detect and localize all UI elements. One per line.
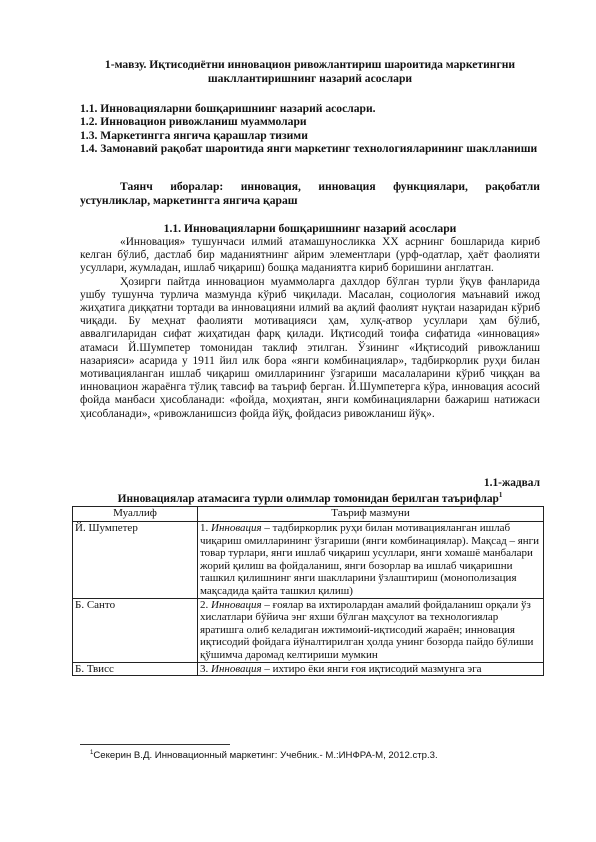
table-row [73, 662, 544, 676]
definition-cell [198, 662, 544, 676]
term: Инновация [211, 522, 262, 534]
footnote-divider [80, 744, 230, 745]
section-title: 1.1. Инновацияларни бошқаришнинг назарий асослари [163, 222, 457, 235]
toc-item: 1.3. Маркетингга янгича қарашлар тизими [80, 128, 308, 142]
footnote-marker: 1 [90, 750, 94, 756]
body-text [80, 236, 540, 421]
table-title [80, 491, 540, 505]
author-cell: Б. Твисс [73, 662, 198, 676]
term: Инновация [211, 598, 262, 611]
term: Инновация [211, 662, 262, 675]
toc-item: 1.1. Инновацияларни бошқаришнинг назарий асослари. [80, 102, 376, 115]
footnote [90, 750, 438, 761]
definition-text: – ихтиро ёки янги ғоя иқтисодий мазмунга эга [261, 662, 482, 675]
table-row [73, 598, 544, 662]
key-phrases: Таянч иборалар: инновация, инновация функциялари, рақобатли устунликлар, маркетингга янгича қараш [80, 180, 540, 207]
table-header-row [73, 507, 544, 522]
header-definition: Таъриф мазмуни [198, 507, 544, 522]
row-number: 3. [200, 662, 209, 675]
author-cell: Й. Шумпетер [73, 522, 198, 599]
table-row [73, 522, 544, 599]
author-cell: Б. Санто [73, 598, 198, 662]
table-of-contents [80, 102, 540, 156]
footnote-text: Секерин В.Д. Инновационный маркетинг: Учебник.- М.:ИНФРА-М, 2012.стр.3. [93, 750, 438, 762]
paragraph: «Инновация» тушунчаси илмий атамашуносликка XX асрнинг бошларида кириб келган бўлиб, дастлаб бир маданиятнинг айрим элементлари (урф-одатлар, ҳаёт фаолияти усуллари, жумладан, ишлаб чиқариш) бошқа маданиятга кириб боришини англатган. [80, 236, 540, 275]
row-number: 2. [200, 598, 209, 611]
definition-cell [198, 598, 544, 662]
definition-cell [198, 522, 544, 599]
footnote-ref: 1 [498, 491, 503, 499]
definition-text: – ғоялар ва ихтиролардан амалий фойдаланиш орқали ўз хислатлари бўйича энг яхши бўлган маҳсулот ва технологиялар яратишга олиб келадиган ижтимоий-иқтисодий жараён; инновация иқтисодий фойдага йўналтирилган ҳолда унинг бозорда пайдо бўлиши қўшимча даромад келтириши мумкин [200, 598, 534, 661]
table-title-text: Инновациялар атамасига турли олимлар томонидан берилган таърифлар [117, 492, 499, 505]
page-title: 1-мавзу. Иқтисодиётни инновацион ривожлантириш шароитида маркетингни шакллантиришнинг назарий асослари [104, 58, 516, 85]
header-author: Муаллиф [73, 507, 198, 522]
toc-item: 1.4. Замонавий рақобат шароитида янги маркетинг технологияларининг шаклланиши [80, 142, 538, 156]
definitions-table [72, 506, 544, 676]
toc-item: 1.2. Инновацион ривожланиш муаммолари [80, 115, 307, 129]
table-label: 1.1-жадвал [483, 477, 540, 489]
row-number: 1. [200, 522, 209, 534]
definition-text: – тадбиркорлик руҳи билан мотивацияланган ишлаб чиқариш омилларининг ўзгариши (янги комбинациялар). Мақсад – янги товар турлари, янги ишлаб чиқариш усуллари, янги хомашё манбалари жорий қилиш ва фойдаланиш, янги бозорлар ва ишлаб чиқаришни ташкил қилишнинг янги шаклларини ўзлаштириш (монополизация мақсадида қайта ташкил қилиш) [200, 522, 540, 597]
paragraph: Ҳозирги пайтда инновацион муаммоларга дахлдор бўлган турли ўқув фанларида ушбу тушунча турлича мазмунда кўриб чиқилади. Масалан, социология маънавий ижод жиҳатига диққатни тортади ва инновацияни илмий ва ақлий фаолият нуқтаи назаридан кўриб чиқади. Бу меҳнат фаолияти мотивацияси ҳам, хулқ-атвор усуллари ҳам бўлиб, аввалгиларидан сифат жиҳатидан фарқ қилади. Иқтисодий тоифа сифатида «инновация» атамаси Й.Шумпетер томонидан таклиф этилган. Ўзининг «Иқтисодий ривожланиш назарияси» асарида у 1911 йил илк бора «янги комбинациялар», тадбиркорлик руҳи билан мотивацияланган ишлаб чиқариш омилларининг ўзгариши масалаларини кўриб чиққан ва инновацион жараёнга тўлиқ тавсиф ва таъриф берган. Й.Шумпетерга кўра, инновация асосий фойда манбаси ҳисобланади: «фойда, моҳиятан, янги комбинацияларни бажариш натижаси ҳисобланади», «ривожланишсиз фойда йўқ, фойдасиз ривожланиш йўқ». [80, 275, 540, 420]
